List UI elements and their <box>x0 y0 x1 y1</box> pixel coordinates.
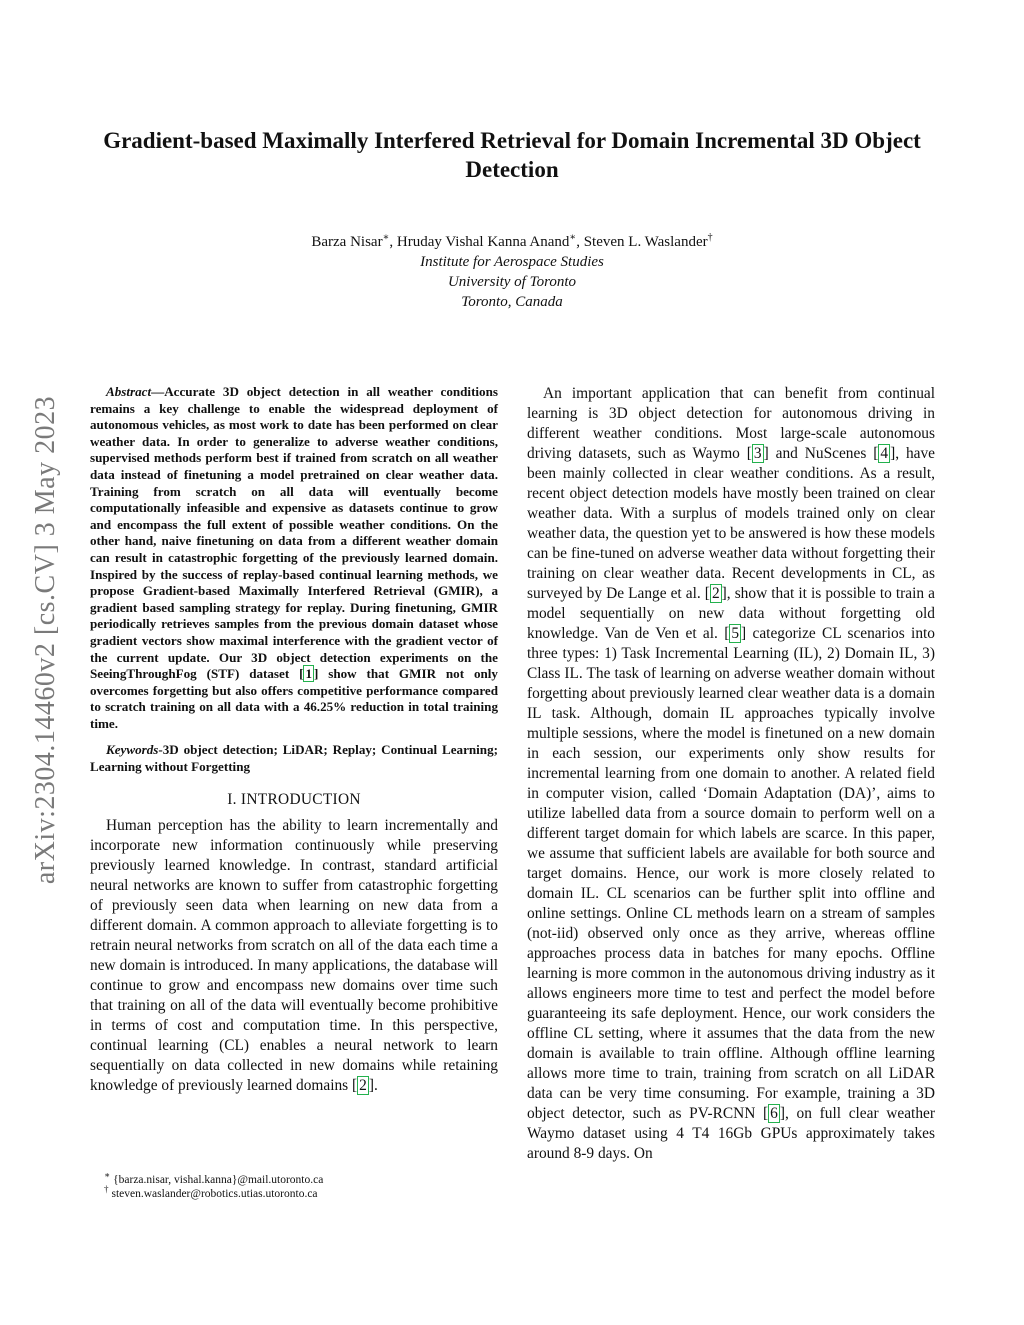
intro-text-1: Human perception has the ability to learn incrementally and incorporate new information continuously while preserving previously learned knowledge. In contrast, standard artificial neural networks are known to suffer from catastrophic forgetting of previously seen data when learning on new data from a different domain. A common approach to alleviate forgetting is to retrain neural networks from scratch on all of the data each time a new domain is introduced. In many applications, the database will continue to grow and encompass new domains over time such that training on all of the data will eventually become prohibitive in terms of cost and computation time. In this perspective, continual learning (CL) enables a neural network to learn sequentially on data collected in new domains while retaining knowledge of previously learned domains <box>90 816 498 1094</box>
right-text-2: and NuScenes <box>768 445 874 462</box>
right-text-5: categorize CL scenarios into three types: 1) Task Incremental Learning (IL), 2) Domain IL, 3) Class IL. The task of learning on adverse weather domain without forgetting about previously learned clear weather data is a domain IL task. Although, domain IL approaches typically involve multiple sessions, where the model is finetuned on a new domain in each session, our experiments only show results for incremental learning from one domain to another. A related field in computer vision, called ‘Domain Adaptation (DA)’, aims to utilize labelled data from a source domain to perform well on a different target domain for which labels are scarce. In this paper, we assume that sufficient labels are available for both source and target domains. Hence, our work is more closely related to domain IL. CL scenarios can be further split into offline and online settings. Online CL methods learn on a stream of samples (not-iid) observed only once as they arrive, whereas offline approaches process data in batches for many epochs. Offline learning is more common in the autonomous driving industry as it allows engineers more time to test and perfect the model before guaranteeing its safe deployment. Hence, our work considers the offline CL setting, where it assumes that the data from the new domain is available to train offline. Although offline learning allows more time to train, training from scratch on all LiDAR data can be very time consuming. For example, training a 3D object detector, such as PV-RCNN <box>527 625 935 1122</box>
author-block <box>90 232 934 312</box>
author-1-mark: ∗ <box>382 232 390 243</box>
abstract: Abstract—Accurate 3D object detection in all weather conditions remains a key challenge to enable the widespread deployment of autonomous vehicles, as most work to date has been performed on clear weather data. In order to generalize to adverse weather conditions, supervised methods perform best if trained from scratch on all weather data instead of finetuning a model pretrained on clear weather data. Training from scratch on all data will eventually become computationally infeasible and expensive as datasets continue to grow and encompass the full extent of possible weather conditions. On the other hand, naive finetuning on data from a different weather domain can result in catastrophic forgetting of the previously learned domain. Inspired by the success of replay-based continual learning methods, we propose Gradient-based Maximally Interfered Retrieval (GMIR), a gradient based sampling strategy for replay. During finetuning, GMIR periodically retrieves samples from the previous domain dataset whose gradient vectors show maximal interference with the gradient vector of the current update. Our 3D object detection experiments on the SeeingThroughFog (STF) dataset [ 1 ] show that GMIR not only overcomes forgetting but also offers competitive performance compared to scratch training on all data with a 46.25% reduction in total training time. <box>90 384 498 731</box>
footnote-2 <box>104 1184 504 1201</box>
author-line: Barza Nisar∗, Hruday Vishal Kanna Anand∗, Steven L. Waslander† <box>311 232 713 250</box>
abstract-text-2: show that GMIR not only overcomes forgetting but also offers competitive performance compared to scratch training on all data with a 46.25% reduction in total training time. <box>90 666 498 731</box>
left-column <box>90 384 498 1096</box>
citation-link[interactable]: 2 <box>711 585 720 602</box>
citation-link[interactable]: 2 <box>359 1076 367 1094</box>
keywords-text: -3D object detection; LiDAR; Replay; Continual Learning; Learning without Forgetting <box>90 742 498 775</box>
keywords <box>90 742 498 775</box>
keywords-lead: Keywords <box>106 742 159 758</box>
right-text-6: , on full clear weather Waymo dataset using 4 T4 16Gb GPUs approximately takes around 8-9 days. On <box>527 1105 935 1162</box>
footnote-1 <box>104 1170 504 1187</box>
arxiv-side-stamp <box>30 350 62 930</box>
footnote-2-mark: † <box>104 1184 109 1195</box>
author-2-mark: ∗ <box>569 232 577 243</box>
intro-paragraph-1: Human perception has the ability to learn incrementally and incorporate new information continuously while preserving previously learned knowledge. In contrast, standard artificial neural networks are known to suffer from catastrophic forgetting of previously seen data when learning on new data from a different domain. A common approach to alleviate forgetting is to retrain neural networks from scratch on all of the data each time a new domain is introduced. In many applications, the database will continue to grow and encompass new domains over time such that training on all of the data will eventually become prohibitive in terms of cost and computation time. In this perspective, continual learning (CL) enables a neural network to learn sequentially on data collected in new domains while retaining knowledge of previously learned domains [ 2 ]. <box>90 816 498 1094</box>
author-3: Steven L. Waslander <box>583 234 708 250</box>
citation-link[interactable]: 5 <box>731 625 740 642</box>
citation-link[interactable]: 6 <box>770 1105 778 1122</box>
citation-link[interactable]: 4 <box>880 445 889 462</box>
footnote-1-mark: ∗ <box>104 1170 111 1181</box>
right-column <box>527 384 935 1164</box>
author-1: Barza Nisar <box>311 234 383 250</box>
citation-link[interactable]: 1 <box>305 666 312 682</box>
author-3-mark: † <box>707 232 713 243</box>
affiliation-city: Toronto, Canada <box>461 294 563 310</box>
right-text-1: An important application that can benefit from continual learning is 3D object detection for autonomous driving in different weather conditions. Most large-scale autonomous driving datasets, such as Waymo <box>527 385 935 462</box>
citation-link[interactable]: 3 <box>753 445 762 462</box>
abstract-lead: Abstract <box>106 384 152 399</box>
affiliation-institute: Institute for Aerospace Studies <box>420 254 604 270</box>
author-2: Hruday Vishal Kanna Anand <box>396 234 570 250</box>
paper-title: Gradient-based Maximally Interfered Retrieval for Domain Incremental 3D Object Detection <box>103 128 921 182</box>
affiliation-university: University of Toronto <box>447 274 577 290</box>
right-text-3: , have been mainly collected in clear weather conditions. As a result, recent object detection models have mostly been trained on clear weather data. With a surplus of models trained only on clear weather data, the question yet to be answered is how these models can be fine-tuned on adverse weather data without forgetting their training on clear weather data. Recent developments in CL, as surveyed by De Lange et al. <box>527 445 936 602</box>
intro-paragraph-2: An important application that can benefit from continual learning is 3D object detection for autonomous driving in different weather conditions. Most large-scale autonomous driving datasets, such as Waymo [ 3 ] and NuScenes [ 4 ], have been mainly collected in clear weather conditions. As a result, recent object detection models have mostly been trained on clear weather data. With a surplus of models trained only on clear weather data, the question yet to be answered is how these models can be fine-tuned on adverse weather data without forgetting their training on clear weather data. Recent developments in CL, as surveyed by De Lange et al. [ 2 ], show that it is possible to train a model sequentially on new data without forgetting old knowledge. Van de Ven et al. [ 5 ] categorize CL scenarios into three types: 1) Task Incremental Learning (IL), 2) Domain IL, 3) Class IL. The task of learning on adverse weather domain without forgetting about previously learned clear weather data is a domain IL task. Although, domain IL approaches typically involve multiple sessions, where the model is finetuned on a new domain in each session, our experiments only show results for incremental learning from one domain to another. A related field in computer vision, called ‘Domain Adaptation (DA)’, aims to utilize labelled data from a source domain to perform well on a different target domain for which labels are scarce. In this paper, we assume that sufficient labels are available for both source and target domains. Hence, our work is more closely related to domain IL. CL scenarios can be further split into offline and online settings. Online CL methods learn on a stream of samples (not-iid) observed only once as they arrive, whereas offline approaches process data in batches for many epochs. Offline learning is more common in the autonomous driving industry as it allows engineers more time to test and perfect the model before guaranteeing its safe deployment. Hence, our work considers the offline CL setting, where it assumes that the data from the new domain is available to train offline. Although offline learning allows more time to train, training from scratch on all LiDAR data can be very time consuming. For example, training a 3D object detector, such as PV-RCNN [ 6 ], on full clear weather Waymo dataset using 4 T4 16Gb GPUs approximately takes around 8-9 days. On <box>527 385 936 1162</box>
footnotes <box>104 1170 504 1201</box>
footnote-2-text: steven.waslander@robotics.utias.utoronto.ca <box>111 1188 318 1200</box>
right-text-4: , show that it is possible to train a model sequentially on new data without forgetting old knowledge. Van de Ven et al. <box>527 585 935 642</box>
arxiv-identifier: arXiv:2304.14460v2 [cs.CV] 3 May 2023 <box>30 395 62 885</box>
footnote-1-text: {barza.nisar, vishal.kanna}@mail.utoronto.ca <box>113 1174 324 1186</box>
abstract-text-1: —Accurate 3D object detection in all weather conditions remains a key challenge to enable the widespread deployment of autonomous vehicles, as most work to date has been performed on clear weather data. In order to generalize to adverse weather conditions, supervised methods perform best if trained from scratch on all weather data instead of finetuning a model pretrained on clear weather data. Training from scratch on all data will eventually become computationally infeasible and expensive as datasets continue to grow and encompass the full extent of possible weather conditions. On the other hand, naive finetuning on data from a different weather domain can result in catastrophic forgetting of the previously learned domain. Inspired by the success of replay-based continual learning methods, we propose Gradient-based Maximally Interfered Retrieval (GMIR), a gradient based sampling strategy for replay. During finetuning, GMIR periodically retrieves samples from the previous domain dataset whose gradient vectors show maximal interference with the gradient vector of the current update. Our 3D object detection experiments on the SeeingThroughFog (STF) dataset <box>90 384 498 682</box>
intro-text-2: . <box>374 1076 378 1094</box>
section-heading-introduction: I. INTRODUCTION <box>227 790 361 808</box>
